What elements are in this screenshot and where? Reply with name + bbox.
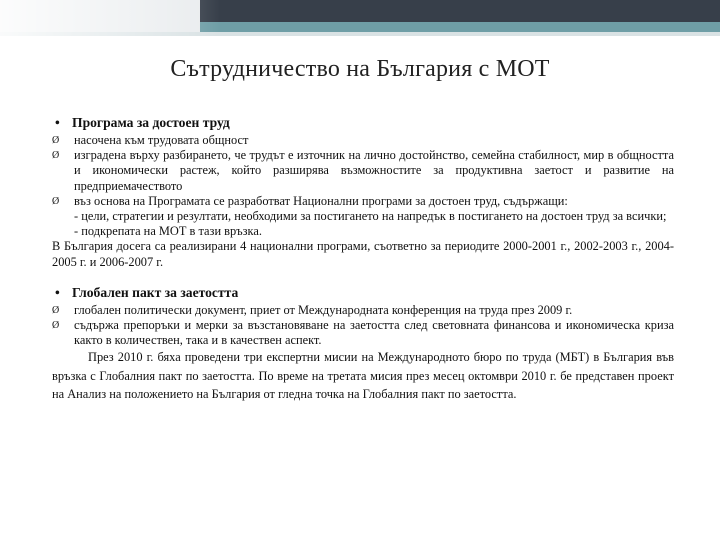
slide-body (52, 114, 674, 404)
sub-item: - подкрепата на МОТ в тази връзка. (74, 224, 262, 239)
section-heading-decent-work (52, 114, 674, 132)
paragraph: В България досега са реализирани 4 национални програми, съответно за периодите 2000-2001 г., 2002-2003 г., 2004-2005 г. и 2006-2007 г. (52, 239, 674, 269)
section-heading-jobs-pact (52, 284, 674, 302)
bullet-icon: • (55, 284, 60, 300)
list-item (52, 318, 674, 348)
arrow-bullet-icon: Ø (52, 135, 60, 146)
section-heading-text: Програма за достоен труд (72, 115, 230, 130)
list-item (52, 194, 674, 209)
list-item (52, 303, 674, 318)
list-item-text: глобален политически документ, приет от Международната конференция на труда през 2009 г. (74, 302, 573, 317)
list-item (52, 148, 674, 194)
header-fade (0, 0, 720, 36)
bullet-icon: • (55, 115, 60, 130)
section-heading-text: Глобален пакт за заетостта (72, 284, 239, 300)
slide-title: Сътрудничество на България с МОТ (170, 56, 550, 82)
list-item-text: изградена върху разбирането, че трудът е източник на лично достойнство, семейна стабилност, мир в общността и икономически растеж, който разширява възможностите за продуктивна заетост и развитие на предприемачеството (74, 148, 674, 193)
arrow-bullet-icon: Ø (52, 150, 60, 162)
arrow-bullet-icon: Ø (52, 304, 60, 316)
list-item (52, 133, 674, 148)
sub-item: - цели, стратегии и резултати, необходими за постигането на напредък в постигането на достоен труд за всички; (74, 209, 667, 224)
arrow-bullet-icon: Ø (52, 195, 60, 207)
list-item-text: съдържа препоръки и мерки за възстановяване на заетостта след световната финансова и икономическа криза както в количествен, така и в качествен аспект. (74, 318, 674, 348)
paragraph: През 2010 г. бяха проведени три експертни мисии на Международното бюро по труда (МБТ) в България във връзка с Глобалния пакт по заетостта. По време на третата мисия през месец октомври 2010 г. бе представен проект на Анализ на положението на България от гледна точка на Глобалния пакт по заетостта. (52, 350, 674, 402)
list-item-text: въз основа на Програмата се разработват Национални програми за достоен труд, съдържащи: (74, 193, 568, 208)
arrow-bullet-icon: Ø (52, 320, 60, 332)
slide-header-bar (0, 0, 720, 36)
list-item-text: насочена към трудовата общност (74, 133, 249, 147)
